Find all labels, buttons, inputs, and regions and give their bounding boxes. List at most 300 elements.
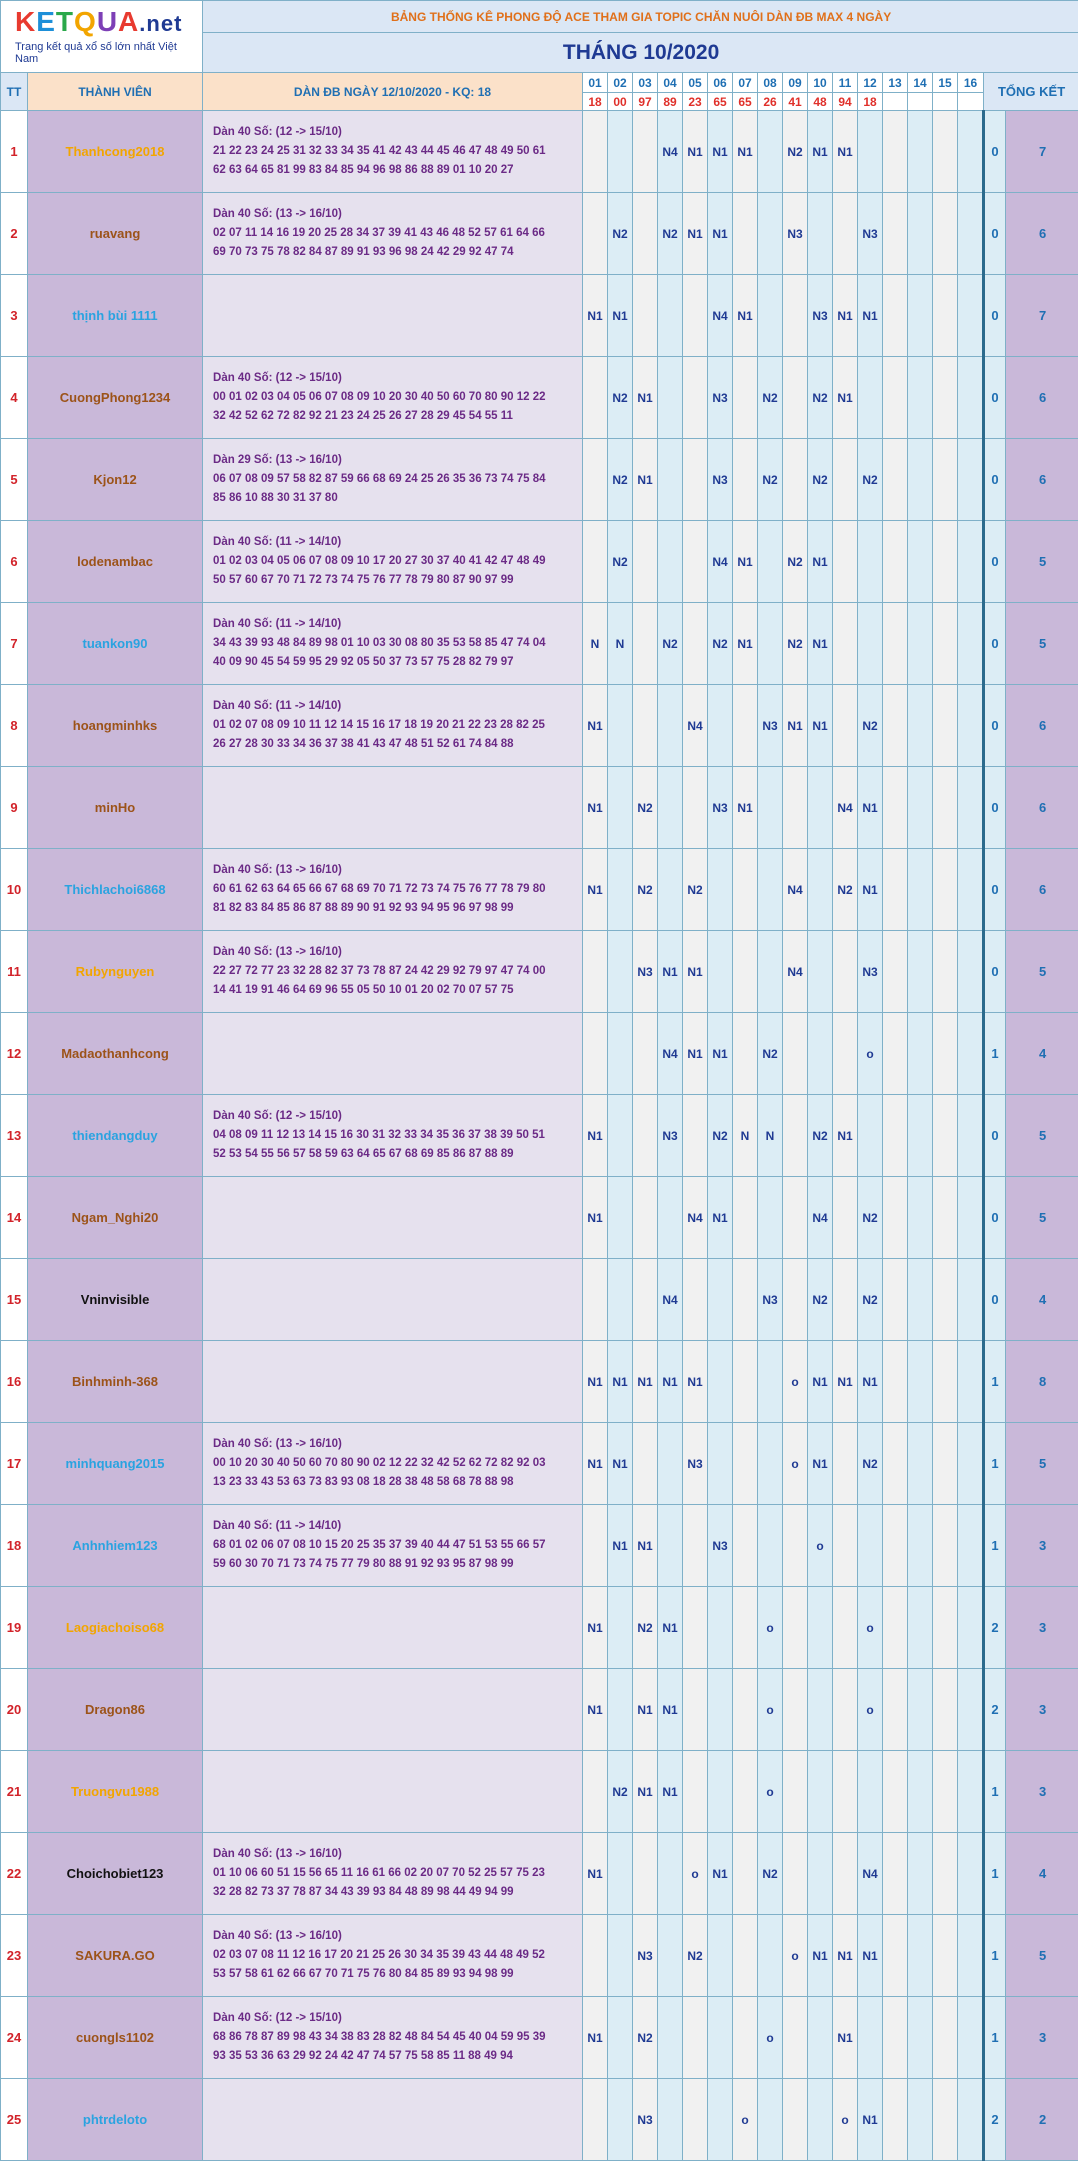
- day-cell: N3: [758, 1259, 783, 1341]
- day-cell: [858, 521, 883, 603]
- day-cell: o: [783, 1423, 808, 1505]
- day-cell: [758, 193, 783, 275]
- dan-line: 34 43 39 93 48 84 89 98 01 10 03 30 08 80 35 53 58 85 47 74 04: [213, 637, 546, 649]
- day-cell: [883, 1177, 908, 1259]
- day-result: 94: [833, 93, 858, 111]
- day-cell: [933, 1505, 958, 1587]
- day-cell: [833, 603, 858, 685]
- member-name[interactable]: Vninvisible: [28, 1259, 203, 1341]
- summary-misses: 0: [984, 767, 1006, 849]
- day-cell: [908, 1587, 933, 1669]
- day-cell: N1: [858, 275, 883, 357]
- day-cell: [783, 1587, 808, 1669]
- summary-hits: 8: [1006, 1341, 1078, 1423]
- day-cell: [733, 1587, 758, 1669]
- row-number: 18: [1, 1505, 28, 1587]
- day-cell: [708, 1259, 733, 1341]
- day-cell: [883, 2079, 908, 2161]
- day-cell: N1: [733, 767, 758, 849]
- tt-header: TT: [1, 73, 28, 111]
- member-name[interactable]: minHo: [28, 767, 203, 849]
- day-cell: [833, 521, 858, 603]
- day-cell: [683, 275, 708, 357]
- day-cell: N4: [658, 1259, 683, 1341]
- day-cell: [583, 931, 608, 1013]
- day-cell: [958, 849, 984, 931]
- day-cell: N2: [858, 1177, 883, 1259]
- summary-misses: 1: [984, 1915, 1006, 1997]
- day-cell: [758, 603, 783, 685]
- summary-misses: 2: [984, 2079, 1006, 2161]
- day-cell: [883, 1751, 908, 1833]
- member-name[interactable]: Truongvu1988: [28, 1751, 203, 1833]
- day-cell: [658, 685, 683, 767]
- day-cell: [633, 1833, 658, 1915]
- day-result: 89: [658, 93, 683, 111]
- day-cell: N1: [583, 849, 608, 931]
- dan-numbers: [203, 275, 583, 357]
- day-cell: N1: [608, 1423, 633, 1505]
- day-cell: [833, 931, 858, 1013]
- dan-numbers: [203, 1177, 583, 1259]
- day-cell: [783, 1669, 808, 1751]
- day-cell: N1: [808, 1915, 833, 1997]
- table-row: [1, 193, 1078, 275]
- day-cell: [958, 931, 984, 1013]
- day-cell: N1: [583, 275, 608, 357]
- dan-title: Dàn 40 Số: (13 -> 16/10): [213, 1848, 342, 1860]
- member-name[interactable]: minhquang2015: [28, 1423, 203, 1505]
- table-row: [1, 1833, 1078, 1915]
- day-cell: [633, 1013, 658, 1095]
- day-cell: [958, 1177, 984, 1259]
- table-row: [1, 1177, 1078, 1259]
- day-cell: [908, 275, 933, 357]
- day-cell: [883, 1013, 908, 1095]
- dan-title: Dàn 40 Số: (12 -> 15/10): [213, 372, 342, 384]
- day-cell: [808, 1587, 833, 1669]
- day-cell: N1: [708, 111, 733, 193]
- day-cell: [933, 685, 958, 767]
- day-cell: [733, 685, 758, 767]
- member-name[interactable]: hoangminhks: [28, 685, 203, 767]
- day-cell: [858, 1505, 883, 1587]
- member-name[interactable]: CuongPhong1234: [28, 357, 203, 439]
- row-number: 11: [1, 931, 28, 1013]
- row-number: 16: [1, 1341, 28, 1423]
- day-cell: N1: [833, 357, 858, 439]
- day-cell: [958, 1505, 984, 1587]
- member-name[interactable]: Kjon12: [28, 439, 203, 521]
- day-cell: [683, 1997, 708, 2079]
- day-cell: N2: [633, 849, 658, 931]
- day-cell: [733, 1505, 758, 1587]
- day-cell: [958, 1587, 984, 1669]
- day-cell: [808, 2079, 833, 2161]
- day-cell: [908, 1177, 933, 1259]
- day-cell: [883, 849, 908, 931]
- day-cell: [958, 2079, 984, 2161]
- day-cell: [608, 1997, 633, 2079]
- dan-line: 68 86 78 87 89 98 43 34 38 83 28 82 48 84 54 45 40 04 59 95 39: [213, 2031, 546, 2043]
- day-cell: [808, 767, 833, 849]
- day-cell: [908, 603, 933, 685]
- day-cell: N1: [833, 1341, 858, 1423]
- day-cell: [633, 111, 658, 193]
- day-cell: [608, 1177, 633, 1259]
- summary-misses: 0: [984, 685, 1006, 767]
- day-cell: o: [858, 1669, 883, 1751]
- day-cell: o: [783, 1915, 808, 1997]
- summary-hits: 6: [1006, 357, 1078, 439]
- day-cell: [583, 1915, 608, 1997]
- day-cell: N2: [708, 1095, 733, 1177]
- logo-tagline: Trang kết quả xổ số lớn nhất Việt Nam: [15, 41, 177, 65]
- dan-numbers: [203, 1587, 583, 1669]
- dan-numbers: [203, 685, 583, 767]
- day-cell: [833, 193, 858, 275]
- day-cell: N2: [858, 1259, 883, 1341]
- day-result: 23: [683, 93, 708, 111]
- day-cell: [633, 275, 658, 357]
- member-name[interactable]: tuankon90: [28, 603, 203, 685]
- member-name[interactable]: Ngam_Nghi20: [28, 1177, 203, 1259]
- summary-hits: 3: [1006, 1751, 1078, 1833]
- day-cell: [758, 1505, 783, 1587]
- day-cell: N3: [708, 1505, 733, 1587]
- member-name[interactable]: ruavang: [28, 193, 203, 275]
- day-cell: [633, 1177, 658, 1259]
- summary-hits: 4: [1006, 1259, 1078, 1341]
- day-cell: [908, 767, 933, 849]
- table-row: [1, 1423, 1078, 1505]
- day-cell: [758, 275, 783, 357]
- table-row: [1, 849, 1078, 931]
- day-cell: [958, 439, 984, 521]
- day-cell: N1: [608, 1505, 633, 1587]
- ketqua-logo: [1, 1, 202, 65]
- day-cell: N2: [858, 685, 883, 767]
- day-cell: N1: [683, 1341, 708, 1423]
- row-number: 6: [1, 521, 28, 603]
- day-cell: N1: [583, 1177, 608, 1259]
- dan-numbers: [203, 1259, 583, 1341]
- day-cell: [958, 1423, 984, 1505]
- day-result: 48: [808, 93, 833, 111]
- day-cell: [708, 1423, 733, 1505]
- dan-title: Dàn 40 Số: (13 -> 16/10): [213, 864, 342, 876]
- day-cell: [708, 1587, 733, 1669]
- day-cell: N2: [808, 1095, 833, 1177]
- day-cell: [783, 1505, 808, 1587]
- member-name[interactable]: Anhnhiem123: [28, 1505, 203, 1587]
- day-result: 18: [583, 93, 608, 111]
- day-cell: [633, 603, 658, 685]
- day-cell: [658, 1997, 683, 2079]
- member-name[interactable]: thiendangduy: [28, 1095, 203, 1177]
- day-cell: N2: [808, 357, 833, 439]
- summary-hits: 6: [1006, 767, 1078, 849]
- day-cell: N4: [708, 275, 733, 357]
- day-cell: [883, 193, 908, 275]
- day-cell: [958, 1751, 984, 1833]
- member-name[interactable]: Rubynguyen: [28, 931, 203, 1013]
- member-name[interactable]: Madaothanhcong: [28, 1013, 203, 1095]
- day-cell: N3: [633, 1915, 658, 1997]
- day-cell: [883, 931, 908, 1013]
- dan-numbers: [203, 1915, 583, 1997]
- table-row: [1, 439, 1078, 521]
- day-cell: N1: [733, 111, 758, 193]
- day-cell: [908, 1013, 933, 1095]
- day-cell: [933, 1833, 958, 1915]
- summary-misses: 0: [984, 357, 1006, 439]
- day-cell: [608, 1587, 633, 1669]
- day-cell: [733, 1833, 758, 1915]
- summary-misses: 1: [984, 1997, 1006, 2079]
- day-cell: [908, 521, 933, 603]
- day-cell: [708, 685, 733, 767]
- day-cell: o: [783, 1341, 808, 1423]
- member-name[interactable]: Binhminh-368: [28, 1341, 203, 1423]
- day-cell: N3: [708, 439, 733, 521]
- day-cell: [933, 521, 958, 603]
- row-number: 8: [1, 685, 28, 767]
- summary-hits: 5: [1006, 1423, 1078, 1505]
- day-cell: [733, 439, 758, 521]
- day-cell: [933, 1997, 958, 2079]
- day-cell: [733, 1915, 758, 1997]
- member-header: THÀNH VIÊN: [28, 73, 203, 111]
- dan-line: 06 07 08 09 57 58 82 87 59 66 68 69 24 25 26 35 36 73 74 75 84: [213, 473, 546, 485]
- table-row: [1, 1669, 1078, 1751]
- day-cell: [958, 521, 984, 603]
- member-name[interactable]: phtrdeloto: [28, 2079, 203, 2161]
- day-cell: [683, 1587, 708, 1669]
- day-cell: N3: [633, 931, 658, 1013]
- day-cell: [658, 1505, 683, 1587]
- table-row: [1, 275, 1078, 357]
- day-cell: [783, 1177, 808, 1259]
- day-cell: [783, 1095, 808, 1177]
- day-cell: [608, 849, 633, 931]
- table-row: [1, 603, 1078, 685]
- dan-line: 68 01 02 06 07 08 10 15 20 25 35 37 39 40 44 47 51 53 55 66 57: [213, 1539, 546, 1551]
- day-cell: N2: [758, 439, 783, 521]
- summary-misses: 1: [984, 1751, 1006, 1833]
- summary-hits: 7: [1006, 275, 1078, 357]
- day-cell: N1: [808, 1423, 833, 1505]
- day-cell: [833, 685, 858, 767]
- dan-line: 00 10 20 30 40 50 60 70 80 90 02 12 22 32 42 52 62 72 82 92 03: [213, 1457, 546, 1469]
- day-cell: N1: [608, 1341, 633, 1423]
- day-cell: N1: [808, 603, 833, 685]
- day-cell: [958, 1341, 984, 1423]
- dan-numbers: [203, 111, 583, 193]
- day-cell: [733, 1013, 758, 1095]
- day-cell: [833, 1505, 858, 1587]
- day-cell: [883, 521, 908, 603]
- day-cell: N2: [683, 849, 708, 931]
- table-row: [1, 1997, 1078, 2079]
- dan-numbers: [203, 439, 583, 521]
- day-cell: [858, 1997, 883, 2079]
- dan-numbers: [203, 1423, 583, 1505]
- row-number: 4: [1, 357, 28, 439]
- day-cell: [933, 1095, 958, 1177]
- dan-line: 69 70 73 75 78 82 84 87 89 91 93 96 98 24 42 29 92 47 74: [213, 246, 514, 258]
- row-number: 1: [1, 111, 28, 193]
- day-cell: [958, 275, 984, 357]
- summary-misses: 0: [984, 931, 1006, 1013]
- day-cell: N1: [683, 931, 708, 1013]
- summary-misses: 0: [984, 1095, 1006, 1177]
- day-cell: N2: [633, 767, 658, 849]
- day-cell: [858, 111, 883, 193]
- day-cell: [833, 439, 858, 521]
- day-cell: N1: [858, 2079, 883, 2161]
- day-cell: [808, 1997, 833, 2079]
- day-cell: [783, 1013, 808, 1095]
- day-cell: N1: [583, 1997, 608, 2079]
- summary-misses: 0: [984, 603, 1006, 685]
- day-result: 00: [608, 93, 633, 111]
- member-name[interactable]: Laogiachoiso68: [28, 1587, 203, 1669]
- dan-numbers: [203, 931, 583, 1013]
- dan-title: Dàn 40 Số: (12 -> 15/10): [213, 2012, 342, 2024]
- day-cell: [958, 193, 984, 275]
- dan-line: 26 27 28 30 33 34 36 37 38 41 43 47 48 51 52 61 74 84 88: [213, 738, 514, 750]
- day-cell: N2: [708, 603, 733, 685]
- summary-misses: 0: [984, 439, 1006, 521]
- summary-hits: 6: [1006, 849, 1078, 931]
- day-cell: [658, 357, 683, 439]
- day-cell: [808, 849, 833, 931]
- day-cell: N: [608, 603, 633, 685]
- day-result: 65: [733, 93, 758, 111]
- day-cell: N1: [658, 1751, 683, 1833]
- day-cell: N3: [658, 1095, 683, 1177]
- day-cell: [933, 193, 958, 275]
- dan-line: 14 41 19 91 46 64 69 96 55 05 50 10 01 20 02 70 07 57 75: [213, 984, 514, 996]
- row-number: 20: [1, 1669, 28, 1751]
- member-name[interactable]: Dragon86: [28, 1669, 203, 1751]
- day-cell: [583, 193, 608, 275]
- day-cell: [783, 1259, 808, 1341]
- day-cell: N3: [708, 767, 733, 849]
- day-header: 03: [633, 73, 658, 93]
- day-cell: [683, 1751, 708, 1833]
- summary-hits: 7: [1006, 111, 1078, 193]
- day-cell: N2: [783, 521, 808, 603]
- member-name[interactable]: Thanhcong2018: [28, 111, 203, 193]
- day-cell: [658, 1423, 683, 1505]
- day-cell: [808, 931, 833, 1013]
- table-row: [1, 931, 1078, 1013]
- day-cell: N1: [583, 1341, 608, 1423]
- summary-hits: 5: [1006, 603, 1078, 685]
- day-cell: [933, 603, 958, 685]
- member-name[interactable]: SAKURA.GO: [28, 1915, 203, 1997]
- summary-misses: 0: [984, 1177, 1006, 1259]
- dan-line: 50 57 60 67 70 71 72 73 74 75 76 77 78 79 80 87 90 97 99: [213, 574, 514, 586]
- day-cell: [958, 1095, 984, 1177]
- table-row: [1, 1013, 1078, 1095]
- table-row: [1, 1587, 1078, 1669]
- day-cell: [833, 1833, 858, 1915]
- day-cell: N1: [833, 1915, 858, 1997]
- day-cell: [833, 1013, 858, 1095]
- day-cell: [908, 1915, 933, 1997]
- day-cell: N3: [683, 1423, 708, 1505]
- day-cell: [833, 1177, 858, 1259]
- row-number: 7: [1, 603, 28, 685]
- member-name[interactable]: thịnh bùi 1111: [28, 275, 203, 357]
- day-cell: [758, 1915, 783, 1997]
- summary-misses: 0: [984, 521, 1006, 603]
- member-name[interactable]: Choichobiet123: [28, 1833, 203, 1915]
- day-cell: [908, 849, 933, 931]
- member-name[interactable]: Thichlachoi6868: [28, 849, 203, 931]
- day-cell: [708, 931, 733, 1013]
- dan-numbers: [203, 521, 583, 603]
- day-cell: [583, 1013, 608, 1095]
- logo-wordmark: KETQUA.net: [15, 6, 183, 37]
- dan-numbers: [203, 357, 583, 439]
- day-cell: [758, 1341, 783, 1423]
- day-cell: N2: [608, 521, 633, 603]
- row-number: 23: [1, 1915, 28, 1997]
- day-header: 05: [683, 73, 708, 93]
- day-cell: [708, 1915, 733, 1997]
- day-cell: N1: [583, 1833, 608, 1915]
- day-cell: [708, 1669, 733, 1751]
- day-cell: [883, 767, 908, 849]
- day-cell: [933, 931, 958, 1013]
- day-cell: [758, 767, 783, 849]
- day-result: [883, 93, 908, 111]
- day-cell: [883, 111, 908, 193]
- day-cell: [833, 1587, 858, 1669]
- day-cell: [908, 1505, 933, 1587]
- month-title: THÁNG 10/2020: [203, 33, 1078, 73]
- member-name[interactable]: lodenambac: [28, 521, 203, 603]
- dan-line: 02 07 11 14 16 19 20 25 28 34 37 39 41 43 46 48 52 57 61 64 66: [213, 227, 545, 239]
- day-result: 97: [633, 93, 658, 111]
- day-cell: [783, 1997, 808, 2079]
- day-cell: N1: [583, 1669, 608, 1751]
- day-cell: [608, 1915, 633, 1997]
- day-cell: N1: [833, 1997, 858, 2079]
- day-cell: N: [758, 1095, 783, 1177]
- day-cell: N2: [608, 439, 633, 521]
- day-cell: [658, 275, 683, 357]
- day-header: 16: [958, 73, 984, 93]
- day-result: 26: [758, 93, 783, 111]
- day-header: 13: [883, 73, 908, 93]
- day-cell: [658, 439, 683, 521]
- member-name[interactable]: cuongls1102: [28, 1997, 203, 2079]
- day-cell: N3: [758, 685, 783, 767]
- day-cell: [658, 521, 683, 603]
- day-cell: [608, 111, 633, 193]
- dan-line: 01 02 03 04 05 06 07 08 09 10 17 20 27 30 37 40 41 42 47 48 49: [213, 555, 546, 567]
- day-result: [933, 93, 958, 111]
- day-cell: [583, 111, 608, 193]
- day-cell: N1: [633, 357, 658, 439]
- day-cell: [733, 1341, 758, 1423]
- dan-line: 01 02 07 08 09 10 11 12 14 15 16 17 18 19 20 21 22 23 28 82 25: [213, 719, 545, 731]
